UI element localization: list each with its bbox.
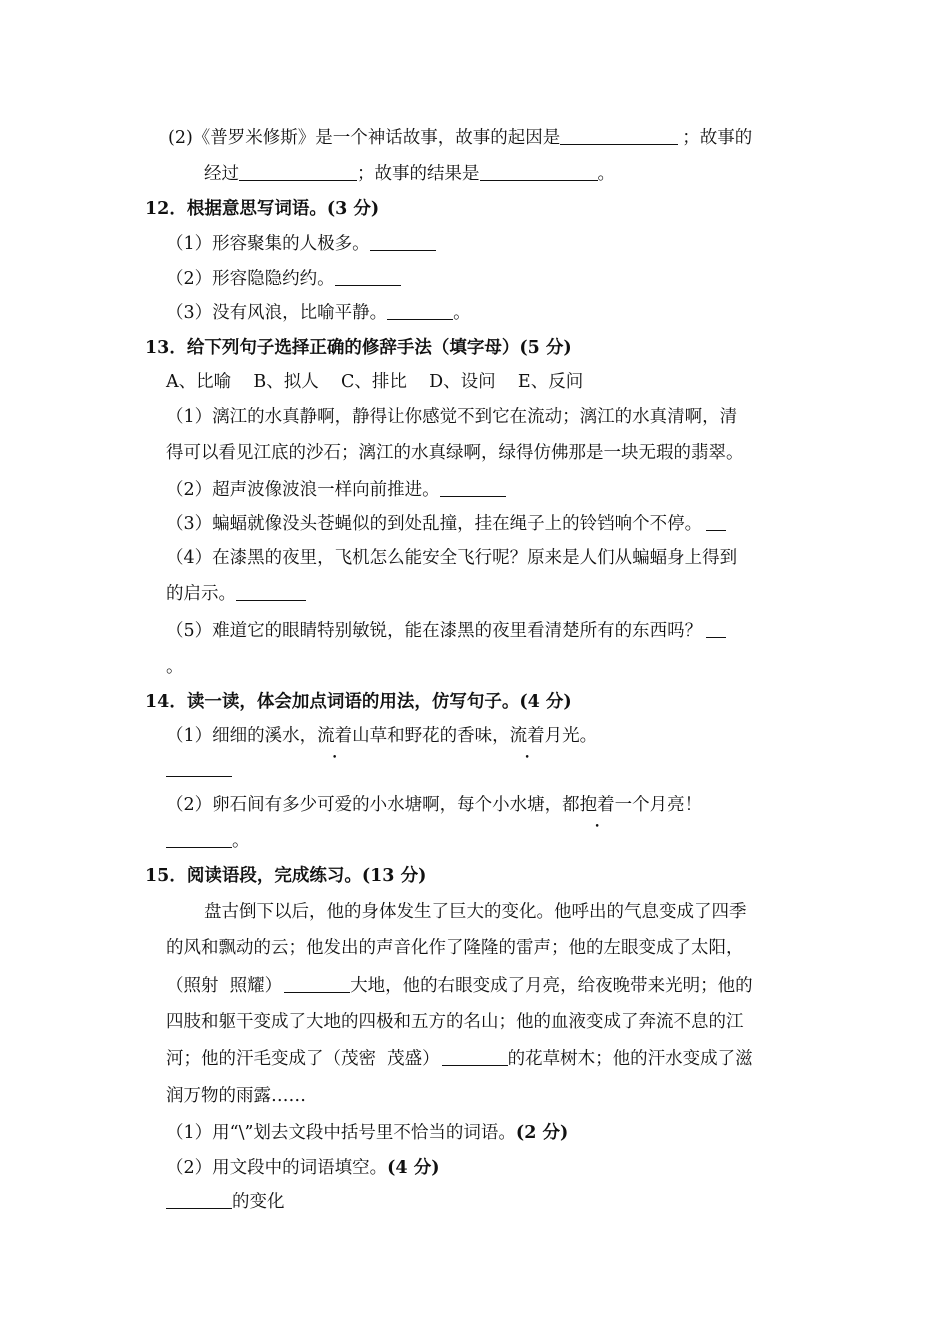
- q15-passage-line-4: 四肢和躯干变成了大地的四极和五方的名山；他的血液变成了奔流不息的江: [166, 1012, 744, 1032]
- q12-item-3: [166, 301, 471, 325]
- q13-sentence-3-text: （3）蝙蝠就像没头苍蝇似的到处乱撞，挂在绳子上的铃铛响个不停。: [166, 514, 703, 534]
- q15-fill-line: [166, 1190, 285, 1214]
- q13-sentence-4-blank[interactable]: [236, 582, 306, 601]
- q14-dotted-word-1: 流着: [317, 726, 353, 746]
- q15-fill-blank[interactable]: [166, 1190, 232, 1209]
- q13-sentence-5a-text: （5）难道它的眼睛特别敏锐，能在漆黑的夜里看清楚所有的东西吗？: [166, 621, 703, 641]
- q14-s1-pre: （1）细细的溪水，: [166, 726, 318, 746]
- q15-passage-line-1: 盘古倒下以后，他的身体发生了巨大的变化。他呼出的气息变成了四季: [204, 902, 747, 922]
- q14-s1-end: 月光。: [544, 726, 598, 746]
- q11-sub2-line1: [168, 126, 752, 150]
- q13-options: A、比喻 B、拟人 C、排比 D、设问 E、反问: [166, 372, 584, 392]
- q14-dotted-word-3: 抱着: [579, 795, 615, 815]
- q15-passage-line-6: 润万物的雨露……: [166, 1086, 306, 1106]
- q11-sub2-text-a: (2)《普罗米修斯》是一个神话故事，故事的起因是: [168, 128, 561, 148]
- q13-sentence-4b: [166, 582, 306, 606]
- q13-sentence-1a: （1）漓江的水真静啊，静得让你感觉不到它在流动；漓江的水真清啊，清: [166, 407, 738, 427]
- q13-sentence-5-blank[interactable]: [706, 619, 726, 638]
- q15-question-1: [166, 1121, 568, 1145]
- q15-title: 15．阅读语段，完成练习。(13 分): [145, 866, 427, 886]
- q15-p3-choice: （照射 照耀）: [166, 976, 283, 996]
- q14-sentence-1: [166, 724, 597, 748]
- q15-q2-score: (4 分): [387, 1158, 440, 1178]
- q11-sub2-text-b: ；故事的: [682, 128, 753, 148]
- q14-answer-2-blank[interactable]: [166, 829, 232, 848]
- q15-passage-line-5: [166, 1047, 753, 1071]
- q12-item-3-blank[interactable]: [387, 301, 453, 320]
- q12-item-1-blank[interactable]: [370, 232, 436, 251]
- q15-p5-rest: 的花草树木；他的汗水变成了滋: [507, 1049, 753, 1069]
- q13-title: 13．给下列句子选择正确的修辞手法（填字母）(5 分): [145, 338, 572, 358]
- q12-item-2-text: （2）形容隐隐约约。: [166, 269, 335, 289]
- q12-item-3-text: （3）没有风浪，比喻平静。: [166, 303, 388, 323]
- q12-item-3-end: 。: [453, 303, 471, 323]
- q15-question-2: [166, 1156, 439, 1180]
- q15-p3-blank[interactable]: [284, 974, 350, 993]
- q14-s2-pre: （2）卵石间有多少可爱的小水塘啊，每个小水塘，都: [166, 795, 580, 815]
- q13-sentence-2-blank[interactable]: [440, 478, 506, 497]
- q12-item-1: [166, 232, 436, 256]
- q12-item-2: [166, 267, 401, 291]
- q14-s1-mid: 山草和野花的香味，: [352, 726, 510, 746]
- q12-title: 12．根据意思写词语。(3 分): [145, 199, 380, 219]
- q14-answer-2-end: 。: [232, 831, 250, 851]
- q15-p5-blank[interactable]: [442, 1047, 508, 1066]
- q15-p3-rest: 大地，他的右眼变成了月亮，给夜晚带来光明；他的: [350, 976, 753, 996]
- q14-answer-1-blank[interactable]: [166, 758, 232, 777]
- q11-sub2-text-d: ；故事的结果是: [357, 164, 480, 184]
- q13-sentence-3-blank[interactable]: [706, 512, 726, 531]
- q15-p5-choice: 河；他的汗毛变成了（茂密 茂盛）: [166, 1049, 440, 1069]
- q15-passage-line-2: 的风和飘动的云；他发出的声音化作了隆隆的雷声；他的左眼变成了太阳，: [166, 938, 744, 958]
- q11-cause-blank[interactable]: [560, 126, 678, 145]
- q11-process-blank[interactable]: [239, 162, 357, 181]
- q11-sub2-line2: [204, 162, 615, 186]
- q11-result-blank[interactable]: [480, 162, 598, 181]
- q13-sentence-3: [166, 512, 726, 536]
- q14-answer-2: [166, 829, 250, 853]
- q13-sentence-1b: 得可以看见江底的沙石；漓江的水真绿啊，绿得仿佛那是一块无瑕的翡翠。: [166, 443, 744, 463]
- q14-title: 14．读一读，体会加点词语的用法，仿写句子。(4 分): [145, 692, 572, 712]
- q15-fill-text: 的变化: [232, 1192, 285, 1212]
- q12-item-2-blank[interactable]: [335, 267, 401, 286]
- q15-q1-text: （1）用“\”划去文段中括号里不恰当的词语。: [166, 1123, 516, 1143]
- q11-sub2-end: 。: [597, 164, 615, 184]
- q12-item-1-text: （1）形容聚集的人极多。: [166, 234, 370, 254]
- q14-sentence-2: [166, 793, 702, 817]
- q15-q1-score: (2 分): [515, 1123, 569, 1143]
- q13-sentence-4b-text: 的启示。: [166, 584, 236, 604]
- q15-q2-text: （2）用文段中的词语填空。: [166, 1158, 388, 1178]
- q11-sub2-text-c: 经过: [204, 164, 239, 184]
- q13-sentence-2-text: （2）超声波像波浪一样向前推进。: [166, 480, 440, 500]
- q13-sentence-4a: （4）在漆黑的夜里，飞机怎么能安全飞行呢？原来是人们从蝙蝠身上得到: [166, 548, 738, 568]
- q13-sentence-5a: [166, 619, 726, 643]
- q13-sentence-2: [166, 478, 506, 502]
- q14-dotted-word-2: 流着: [509, 726, 545, 746]
- q13-sentence-5b: 。: [166, 657, 184, 677]
- q15-passage-line-3: [166, 974, 753, 998]
- q14-answer-1: [166, 758, 232, 782]
- q14-s2-end: 一个月亮！: [614, 795, 703, 815]
